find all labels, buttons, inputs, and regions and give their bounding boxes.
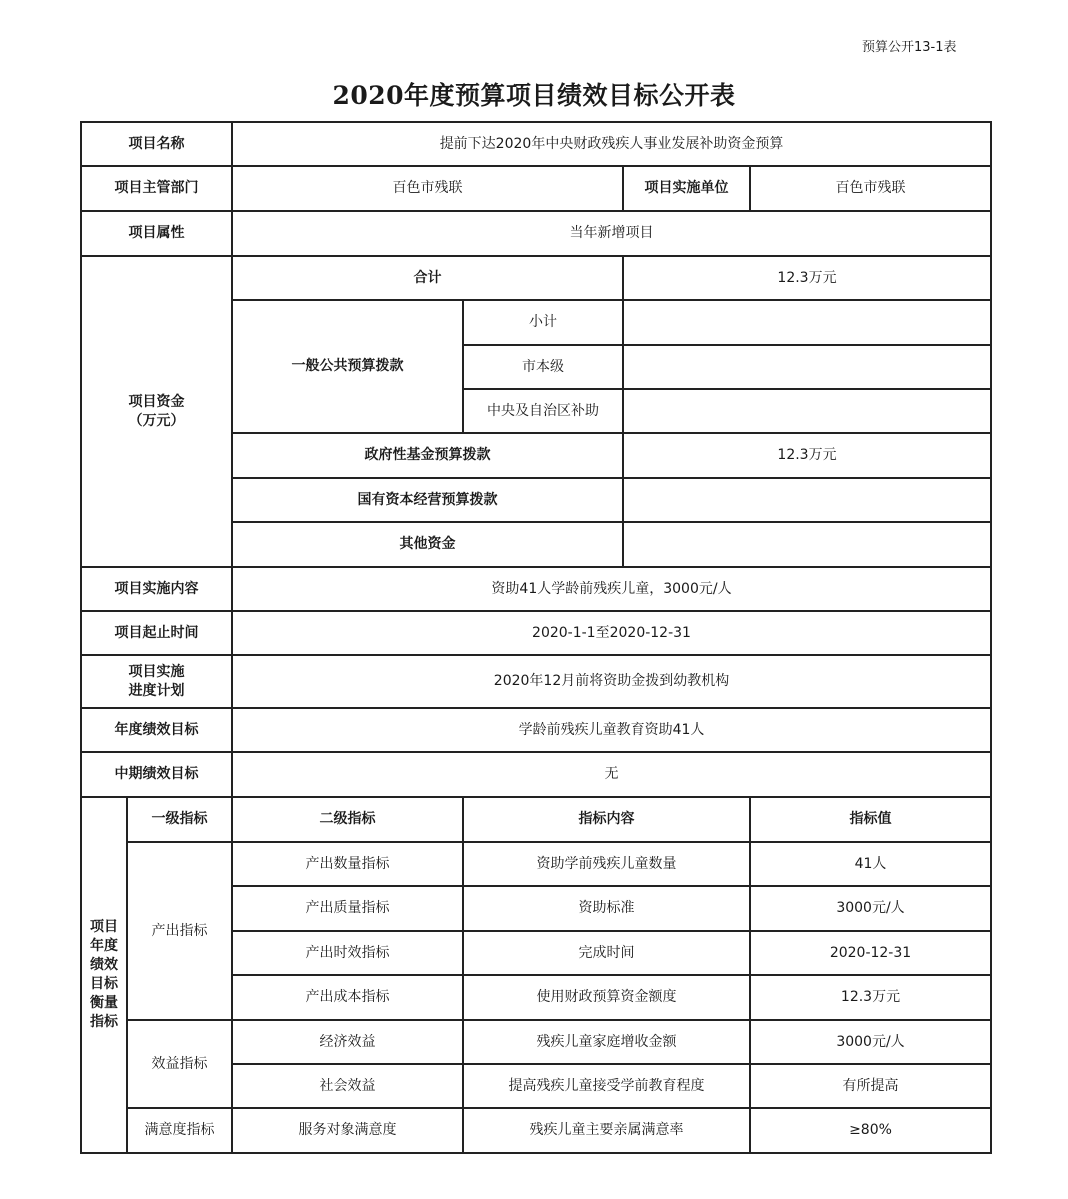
label-midterm-goal: 中期绩效目标 (81, 752, 232, 797)
indicator-row (81, 1108, 991, 1153)
header-indicator-content: 指标内容 (463, 797, 750, 842)
label-funds-line1: 项目资金 (128, 393, 185, 410)
value-project-name: 提前下达2020年中央财政残疾人事业发展补助资金预算 (232, 122, 991, 166)
row-midterm-goal (81, 752, 991, 797)
row-period (81, 611, 991, 655)
label-content: 项目实施内容 (81, 567, 232, 611)
indicator-content: 残疾儿童家庭增收金额 (463, 1020, 750, 1064)
label-project-name: 项目名称 (81, 122, 232, 166)
label-annual-goal: 年度绩效目标 (81, 708, 232, 752)
row-indicator-header (81, 797, 991, 842)
indicator-value: 3000元/人 (750, 886, 991, 931)
value-content: 资助41人学龄前残疾儿童，3000元/人 (232, 567, 991, 611)
indicator-content: 完成时间 (463, 931, 750, 975)
row-progress (81, 655, 991, 708)
value-total: 12.3万元 (623, 256, 991, 300)
label-city-level: 市本级 (463, 345, 623, 389)
indicator-level2: 社会效益 (232, 1064, 463, 1108)
indicator-level2: 产出质量指标 (232, 886, 463, 931)
label-central-subsidy: 中央及自治区补助 (463, 389, 623, 433)
label-state-capital: 国有资本经营预算拨款 (232, 478, 623, 522)
label-progress-line2: 进度计划 (128, 682, 185, 699)
value-period: 2020-1-1至2020-12-31 (232, 611, 991, 655)
indicator-value: 有所提高 (750, 1064, 991, 1108)
indicator-level1-benefit: 效益指标 (127, 1020, 232, 1108)
indicator-row (81, 1020, 991, 1064)
value-central-subsidy (623, 389, 991, 433)
row-attribute (81, 211, 991, 256)
performance-goal-table (80, 121, 992, 1154)
indicator-value: 12.3万元 (750, 975, 991, 1020)
label-attribute: 项目属性 (81, 211, 232, 256)
indicator-content: 使用财政预算资金额度 (463, 975, 750, 1020)
label-progress (81, 655, 232, 708)
indicator-level2: 服务对象满意度 (232, 1108, 463, 1153)
row-content (81, 567, 991, 611)
label-total: 合计 (232, 256, 623, 300)
label-project-funds (81, 256, 232, 567)
indicator-content: 资助标准 (463, 886, 750, 931)
label-supervisor: 项目主管部门 (81, 166, 232, 211)
label-period: 项目起止时间 (81, 611, 232, 655)
indicator-row (81, 842, 991, 886)
header-level2: 二级指标 (232, 797, 463, 842)
label-implementer: 项目实施单位 (623, 166, 750, 211)
label-subtotal: 小计 (463, 300, 623, 345)
indicator-content: 提高残疾儿童接受学前教育程度 (463, 1064, 750, 1108)
value-progress: 2020年12月前将资助金拨到幼教机构 (232, 655, 991, 708)
row-departments (81, 166, 991, 211)
value-annual-goal: 学龄前残疾儿童教育资助41人 (232, 708, 991, 752)
indicator-value: ≥80% (750, 1108, 991, 1153)
page-title: 2020年度预算项目绩效目标公开表 (332, 81, 736, 110)
form-code: 预算公开13-1表 (862, 40, 957, 55)
row-annual-goal (81, 708, 991, 752)
indicator-level2: 产出数量指标 (232, 842, 463, 886)
label-funds-line2: （万元） (128, 412, 185, 429)
value-midterm-goal: 无 (232, 752, 991, 797)
value-implementer: 百色市残联 (750, 166, 991, 211)
value-subtotal (623, 300, 991, 345)
value-state-capital (623, 478, 991, 522)
indicators-vertical-text: 项目年度绩效目标衡量指标 (89, 919, 118, 1030)
indicator-level2: 经济效益 (232, 1020, 463, 1064)
indicator-level2: 产出成本指标 (232, 975, 463, 1020)
label-gov-fund: 政府性基金预算拨款 (232, 433, 623, 478)
row-funds-total (81, 256, 991, 300)
label-general-budget: 一般公共预算拨款 (232, 300, 463, 433)
label-progress-line1: 项目实施 (128, 663, 185, 680)
indicator-value: 2020-12-31 (750, 931, 991, 975)
label-indicators-vertical (81, 797, 127, 1153)
row-project-name (81, 122, 991, 166)
indicator-value: 3000元/人 (750, 1020, 991, 1064)
indicator-level1-output: 产出指标 (127, 842, 232, 1020)
value-gov-fund: 12.3万元 (623, 433, 991, 478)
header-indicator-value: 指标值 (750, 797, 991, 842)
indicator-level1-satisfaction: 满意度指标 (127, 1108, 232, 1153)
indicator-content: 资助学前残疾儿童数量 (463, 842, 750, 886)
value-other-funds (623, 522, 991, 567)
value-supervisor: 百色市残联 (232, 166, 623, 211)
value-city-level (623, 345, 991, 389)
indicator-level2: 产出时效指标 (232, 931, 463, 975)
indicator-value: 41人 (750, 842, 991, 886)
indicator-content: 残疾儿童主要亲属满意率 (463, 1108, 750, 1153)
header-level1: 一级指标 (127, 797, 232, 842)
value-attribute: 当年新增项目 (232, 211, 991, 256)
label-other-funds: 其他资金 (232, 522, 623, 567)
